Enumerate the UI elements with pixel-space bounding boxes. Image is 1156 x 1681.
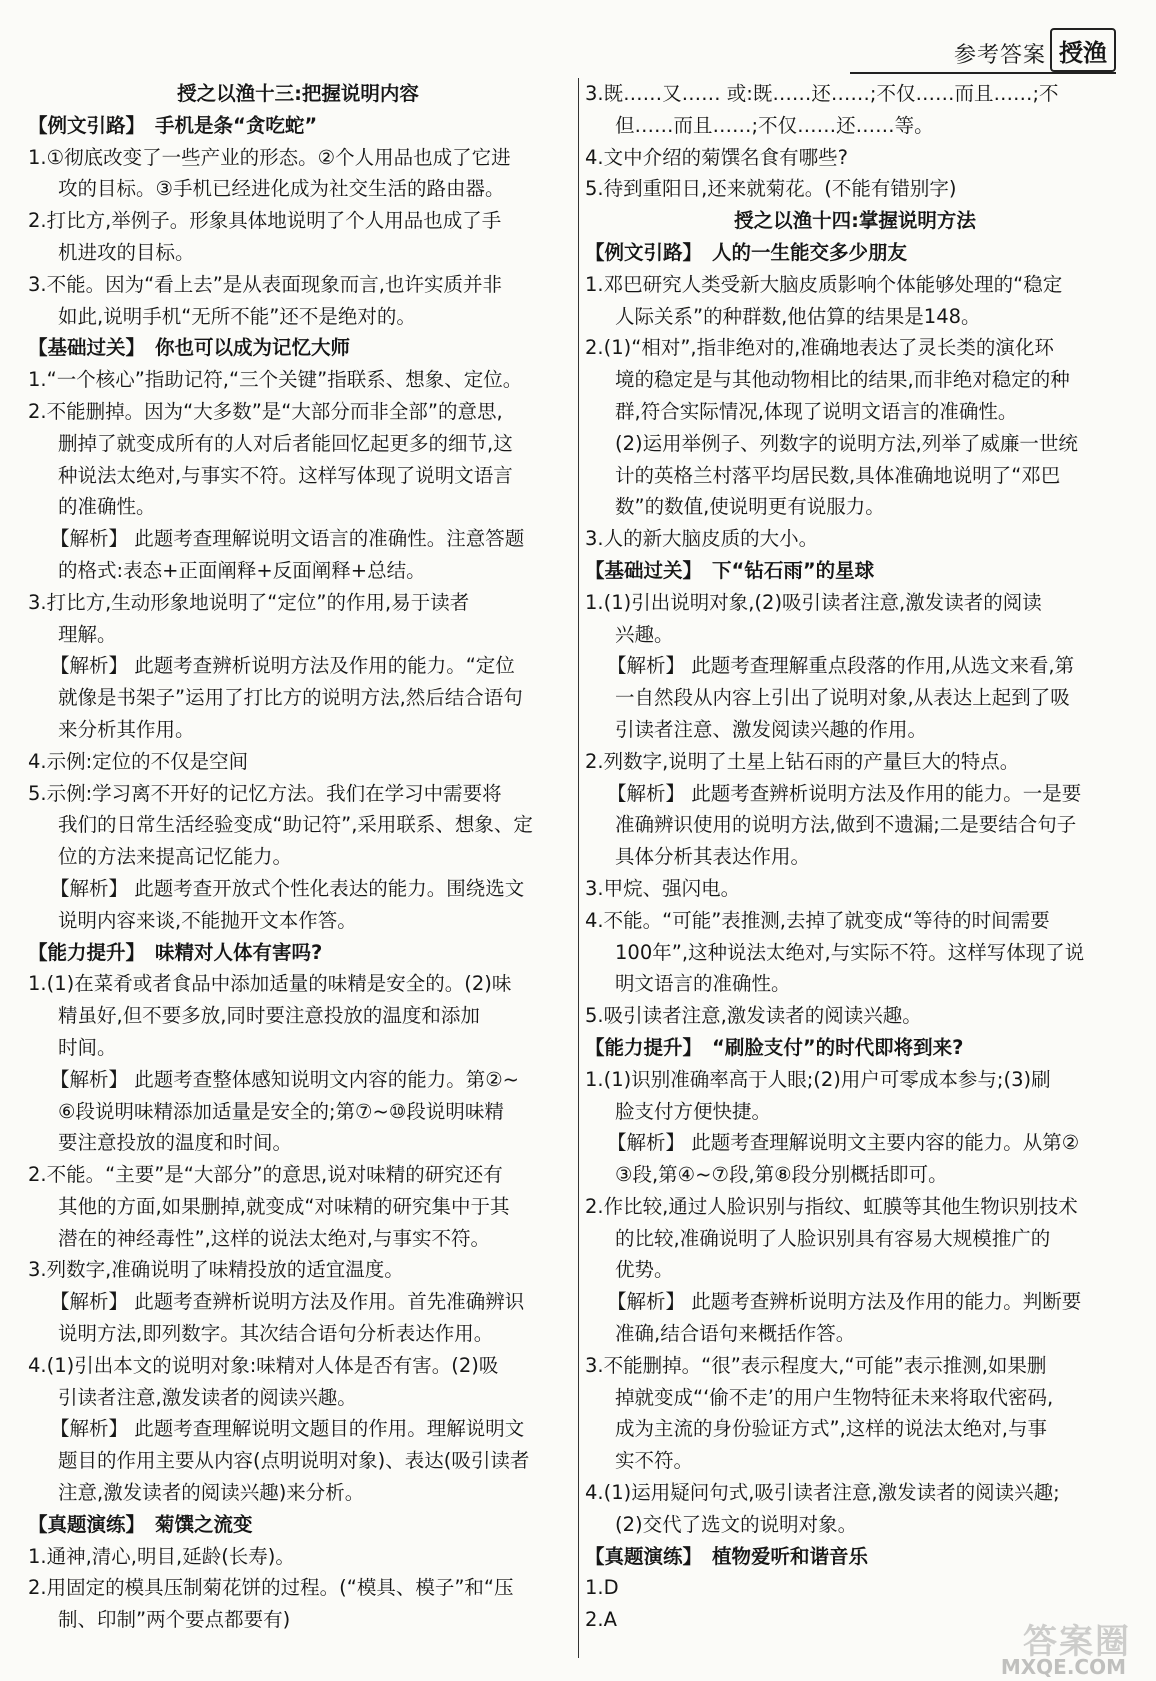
answer-continuation: 机进攻的目标。	[58, 240, 195, 264]
answer-continuation: 理解。	[58, 622, 117, 646]
analysis-line: 【解析】 此题考查辨析说明方法及作用的能力。判断要	[607, 1290, 1082, 1314]
answer-line: 4.(1)引出本文的说明对象:味精对人体是否有害。(2)吸	[28, 1353, 499, 1377]
answer-line: 5.吸引读者注意,激发读者的阅读兴趣。	[585, 1004, 922, 1028]
answer-line: 3.人的新大脑皮质的大小。	[585, 527, 819, 551]
answer-line: 2.A	[585, 1608, 617, 1632]
answer-line: 2.不能删掉。因为“大多数”是“大部分而非全部”的意思,	[28, 399, 503, 423]
answer-line: 5.示例:学习离不开好的记忆方法。我们在学习中需要将	[28, 781, 502, 805]
answer-continuation: 100年”,这种说法太绝对,与实际不符。这样写体现了说	[615, 940, 1085, 964]
section-tag: 【能力提升】	[28, 940, 146, 964]
section-heading	[585, 237, 1125, 269]
answer-continuation: 种说法太绝对,与事实不符。这样写体现了说明文语言	[58, 463, 513, 487]
answer-continuation: ⑥段说明味精添加适量是安全的;第⑦~⑩段说明味精	[58, 1099, 504, 1123]
answer-continuation: 实不符。	[615, 1449, 694, 1473]
analysis-line: 【解析】 此题考查整体感知说明文内容的能力。第②~	[50, 1067, 520, 1091]
answer-line: 1.邓巴研究人类受新大脑皮质影响个体能够处理的“稳定	[585, 272, 1063, 296]
answer-continuation: 潜在的神经毒性”,这样的说法太绝对,与事实不符。	[58, 1226, 490, 1250]
answer-columns	[28, 78, 1126, 1658]
answer-continuation: 的比较,准确说明了人脸识别具有容易大规模推广的	[615, 1226, 1051, 1250]
section-title: 你也可以成为记忆大师	[155, 336, 351, 360]
answer-line: 4.(1)运用疑问句式,吸引读者注意,激发读者的阅读兴趣;	[585, 1481, 1060, 1505]
answer-line: 3.打比方,生动形象地说明了“定位”的作用,易于读者	[28, 590, 470, 614]
answer-continuation: 具体分析其表达作用。	[615, 845, 811, 869]
answer-line: 3.不能。因为“看上去”是从表面现象而言,也许实质并非	[28, 272, 503, 296]
answer-continuation: 境的稳定是与其他动物相比的结果,而非绝对稳定的种	[615, 368, 1070, 392]
answer-line: 1.(1)引出说明对象,(2)吸引读者注意,激发读者的阅读	[585, 590, 1042, 614]
answer-continuation: ③段,第④~⑦段,第⑧段分别概括即可。	[615, 1163, 948, 1187]
answer-line: 2.打比方,举例子。形象具体地说明了个人用品也成了手	[28, 209, 502, 233]
section-heading	[28, 110, 568, 142]
answer-line: 3.既……又…… 或:既……还……;不仅……而且……;不	[585, 82, 1059, 105]
section-tag: 【基础过关】	[28, 336, 146, 360]
answer-line: 1.(1)在菜肴或者食品中添加适量的味精是安全的。(2)味	[28, 972, 512, 996]
section-tag: 【基础过关】	[585, 558, 703, 582]
answer-continuation: 就像是书架子”运用了打比方的说明方法,然后结合语句	[58, 686, 523, 710]
answer-line: 3.列数字,准确说明了味精投放的适宜温度。	[28, 1258, 404, 1282]
answer-continuation: 引读者注意,激发读者的阅读兴趣。	[58, 1385, 357, 1409]
left-column	[28, 78, 568, 1658]
section-title: 手机是条“贪吃蛇”	[155, 113, 318, 137]
answer-continuation: 脸支付方便快捷。	[615, 1099, 772, 1123]
answer-continuation: 明文语言的准确性。	[615, 972, 791, 996]
answer-continuation: 但……而且……;不仅……还……等。	[615, 113, 934, 137]
answer-line: 3.甲烷、强闪电。	[585, 876, 741, 900]
answer-continuation: 时间。	[58, 1035, 117, 1059]
page-header	[850, 22, 1116, 70]
answer-continuation: 的格式:表态+正面阐释+反面阐释+总结。	[58, 558, 426, 582]
header-logo: 授渔	[1050, 28, 1116, 72]
answer-continuation: (2)交代了选文的说明对象。	[615, 1512, 858, 1536]
answer-continuation: 要注意投放的温度和时间。	[58, 1131, 293, 1155]
section-heading	[28, 332, 568, 364]
lesson-title: 授之以渔十四:掌握说明方法	[734, 209, 976, 233]
column-divider	[578, 78, 579, 1658]
header-rule	[850, 72, 1116, 74]
section-heading	[585, 555, 1125, 587]
answer-continuation: 删掉了就变成所有的人对后者能回忆起更多的细节,这	[58, 431, 513, 455]
answer-continuation: 一自然段从内容上引出了说明对象,从表达上起到了吸	[615, 686, 1070, 710]
answer-continuation: 成为主流的身份验证方式”,这样的说法太绝对,与事	[615, 1417, 1047, 1441]
analysis-line: 【解析】 此题考查理解说明文题目的作用。理解说明文	[50, 1417, 525, 1441]
answer-continuation: 准确辨识使用的说明方法,做到不遗漏;二是要结合句子	[615, 813, 1077, 837]
section-heading	[28, 937, 568, 969]
answer-line: 1.D	[585, 1576, 619, 1600]
section-title: “刷脸支付”的时代即将到来?	[712, 1035, 964, 1059]
answer-line: 1.通神,清心,明目,延龄(长寿)。	[28, 1544, 295, 1568]
answer-continuation: 注意,激发读者的阅读兴趣)来分析。	[58, 1481, 365, 1505]
section-tag: 【真题演练】	[585, 1544, 703, 1568]
answer-line: 5.待到重阳日,还来就菊花。(不能有错别字)	[585, 177, 957, 201]
answer-line: 1.(1)识别准确率高于人眼;(2)用户可零成本参与;(3)刷	[585, 1067, 1051, 1091]
analysis-line: 【解析】 此题考查辨析说明方法及作用的能力。“定位	[50, 654, 515, 678]
analysis-line: 【解析】 此题考查理解重点段落的作用,从选文来看,第	[607, 654, 1075, 678]
answer-line: 2.列数字,说明了土星上钻石雨的产量巨大的特点。	[585, 749, 1020, 773]
analysis-line: 【解析】 此题考查辨析说明方法及作用的能力。一是要	[607, 781, 1082, 805]
section-title: 植物爱听和谐音乐	[712, 1544, 869, 1568]
answer-continuation: 掉就变成“‘偷不走’的用户生物特征未来将取代密码,	[615, 1385, 1054, 1409]
answer-line: 1.①彻底改变了一些产业的形态。②个人用品也成了它进	[28, 145, 511, 169]
answer-line: 3.不能删掉。“很”表示程度大,“可能”表示推测,如果删	[585, 1353, 1047, 1377]
answer-continuation: 数”的数值,使说明更有说服力。	[615, 495, 885, 519]
answer-continuation: 来分析其作用。	[58, 717, 195, 741]
answer-continuation: 如此,说明手机“无所不能”还不是绝对的。	[58, 304, 416, 328]
section-title: 味精对人体有害吗?	[155, 940, 323, 964]
answer-continuation: 的准确性。	[58, 495, 156, 519]
section-tag: 【例文引路】	[585, 240, 703, 264]
answer-line: 2.不能。“主要”是“大部分”的意思,说对味精的研究还有	[28, 1163, 503, 1187]
answer-continuation: 准确,结合语句来概括作答。	[615, 1322, 856, 1346]
answer-continuation: 群,符合实际情况,体现了说明文语言的准确性。	[615, 399, 1018, 423]
answer-continuation: 说明方法,即列数字。其次结合语句分析表达作用。	[58, 1322, 494, 1346]
answer-continuation: 题目的作用主要从内容(点明说明对象)、表达(吸引读者	[58, 1449, 530, 1473]
answer-line: 1.“一个核心”指助记符,“三个关键”指联系、想象、定位。	[28, 368, 523, 392]
answer-continuation: 其他的方面,如果删掉,就变成“对味精的研究集中于其	[58, 1194, 510, 1218]
answer-continuation: 制、印制”两个要点都要有)	[58, 1608, 291, 1632]
lesson-title: 授之以渔十三:把握说明内容	[177, 82, 419, 105]
answer-continuation: 兴趣。	[615, 622, 674, 646]
analysis-line: 【解析】 此题考查开放式个性化表达的能力。围绕选文	[50, 876, 525, 900]
answer-continuation: 计的英格兰村落平均居民数,具体准确地说明了“邓巴	[615, 463, 1061, 487]
answer-continuation: 位的方法来提高记忆能力。	[58, 845, 293, 869]
answer-line: 2.作比较,通过人脸识别与指纹、虹膜等其他生物识别技术	[585, 1194, 1078, 1218]
analysis-line: 【解析】 此题考查理解说明文主要内容的能力。从第②	[607, 1131, 1080, 1155]
answer-line: 4.不能。“可能”表推测,去掉了就变成“等待的时间需要	[585, 908, 1050, 932]
answer-continuation: 我们的日常生活经验变成“助记符”,采用联系、想象、定	[58, 813, 533, 837]
watermark-url: MXQE.COM	[1000, 1655, 1126, 1679]
answer-continuation: 说明内容来谈,不能抛开文本作答。	[58, 908, 357, 932]
section-tag: 【例文引路】	[28, 113, 146, 137]
section-heading	[585, 1541, 1125, 1573]
analysis-line: 【解析】 此题考查辨析说明方法及作用。首先准确辨识	[50, 1290, 525, 1314]
answer-line: 2.用固定的模具压制菊花饼的过程。(“模具、模子”和“压	[28, 1576, 514, 1600]
section-heading	[28, 1509, 568, 1541]
answer-continuation: 人际关系”的种群数,他估算的结果是148。	[615, 304, 981, 328]
section-tag: 【能力提升】	[585, 1035, 703, 1059]
answer-continuation: 精虽好,但不要多放,同时要注意投放的温度和添加	[58, 1004, 480, 1028]
section-title: 下“钻石雨”的星球	[712, 558, 875, 582]
answer-line: 4.文中介绍的菊馔名食有哪些?	[585, 145, 848, 169]
watermark-logo: 答案圈	[1023, 1622, 1131, 1662]
section-title: 人的一生能交多少朋友	[712, 240, 908, 264]
answer-line: 4.示例:定位的不仅是空间	[28, 749, 249, 773]
answer-line: 2.(1)“相对”,指非绝对的,准确地表达了灵长类的演化环	[585, 336, 1054, 360]
section-tag: 【真题演练】	[28, 1512, 146, 1536]
answer-continuation: 引读者注意、激发阅读兴趣的作用。	[615, 717, 928, 741]
answer-continuation: (2)运用举例子、列数字的说明方法,列举了威廉一世统	[615, 431, 1078, 455]
right-column	[585, 78, 1125, 1658]
section-heading	[585, 1032, 1125, 1064]
answer-continuation: 优势。	[615, 1258, 674, 1282]
answer-continuation: 攻的目标。③手机已经进化成为社交生活的路由器。	[58, 177, 505, 201]
analysis-line: 【解析】 此题考查理解说明文语言的准确性。注意答题	[50, 527, 525, 551]
section-title: 菊馔之流变	[155, 1512, 253, 1536]
header-title: 参考答案	[953, 43, 1046, 68]
